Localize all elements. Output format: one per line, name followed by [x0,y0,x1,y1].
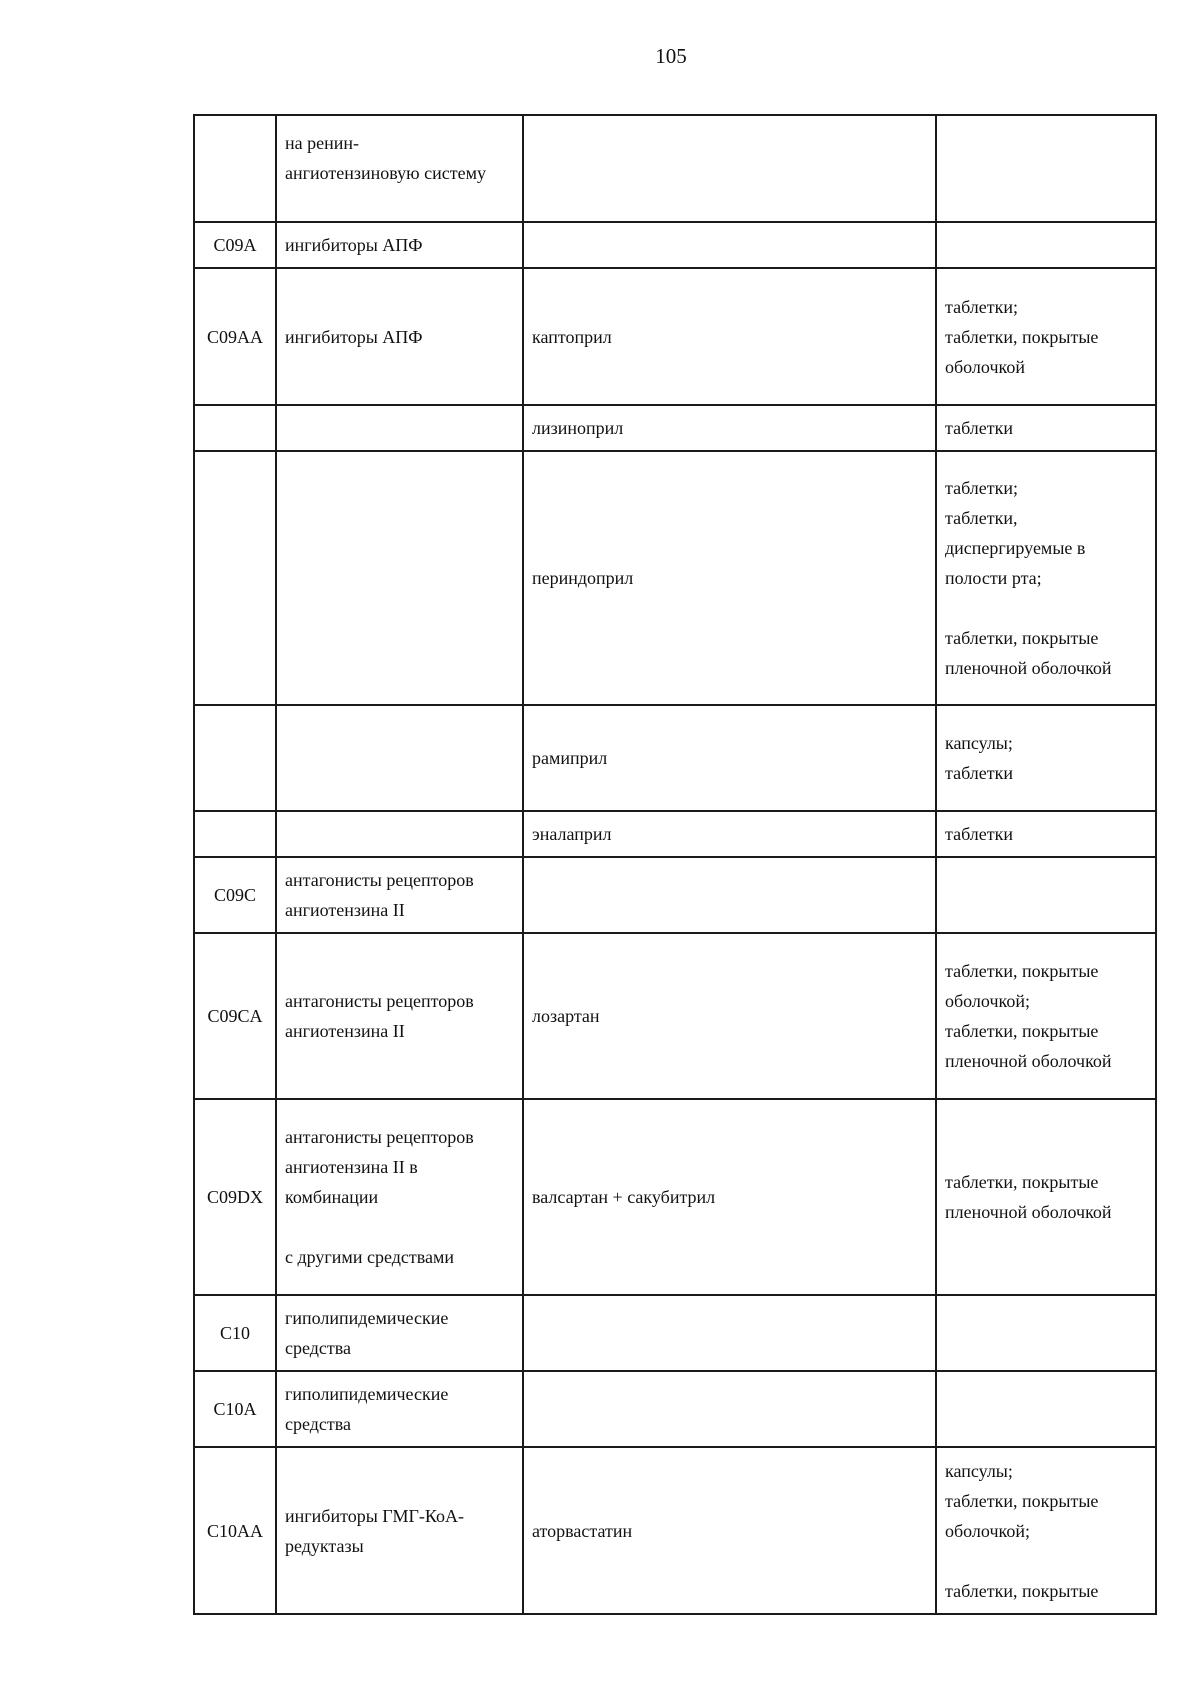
form-text: пленочной оболочкой [945,1202,1112,1222]
atc-code-cell [194,115,276,222]
table-row [194,115,1156,222]
group-cell [276,1295,523,1371]
table-row [194,705,1156,811]
form-text: таблетки, покрытые [945,1172,1099,1192]
drug-cell [523,1371,936,1447]
group-text: средства [285,1338,352,1358]
page-number: 105 [655,44,687,68]
group-cell [276,405,523,451]
form-text: полости рта; [945,568,1042,588]
form-cell [936,405,1156,451]
form-text: таблетки [945,824,1014,844]
group-cell [276,451,523,705]
form-cell [936,1099,1156,1295]
group-text: антагонисты рецепторов [285,1127,474,1147]
group-text: ангиотензина II [285,1021,405,1041]
form-text: капсулы; [945,1460,1013,1481]
form-text: таблетки, покрытые [945,1580,1099,1601]
form-text: диспергируемые в [945,538,1086,558]
group-cell [276,1099,523,1295]
form-text: таблетки [945,418,1014,438]
form-cell [936,1447,1156,1614]
drug-table [193,114,1157,1615]
group-cell [276,811,523,857]
atc-code-cell: C09CA [194,933,276,1099]
line-gap [945,1546,1147,1576]
drug-cell [523,857,936,933]
drug-cell: валсартан + сакубитрил [523,1099,936,1295]
atc-code-cell: C09AA [194,268,276,405]
atc-code-cell [194,811,276,857]
group-text: антагонисты рецепторов [285,870,474,890]
atc-code-cell: C09DX [194,1099,276,1295]
form-text: капсулы; [945,733,1013,753]
group-text: гиполипидемические [285,1308,449,1328]
atc-code-cell [194,451,276,705]
group-text: ингибиторы ГМГ-КоА- [285,1505,464,1526]
form-cell [936,1371,1156,1447]
group-text: ингибиторы АПФ [285,235,423,255]
drug-cell: каптоприл [523,268,936,405]
atc-code-cell: C09C [194,857,276,933]
group-text: ингибиторы АПФ [285,326,423,347]
form-text: таблетки, [945,508,1018,528]
group-text: ангиотензиновую систему [285,163,486,183]
table-row [194,1371,1156,1447]
form-cell [936,811,1156,857]
group-cell [276,857,523,933]
group-cell [276,268,523,405]
drug-cell [523,115,936,222]
form-text: таблетки, покрытые [945,1021,1099,1041]
form-cell [936,705,1156,811]
atc-code-cell: C10AA [194,1447,276,1614]
table-row [194,451,1156,705]
form-text: таблетки, покрытые [945,628,1099,648]
atc-code-cell: C10 [194,1295,276,1371]
form-text: таблетки; [945,296,1019,317]
atc-code-cell [194,405,276,451]
form-text: оболочкой; [945,991,1030,1011]
form-cell [936,222,1156,268]
table-row [194,857,1156,933]
drug-cell [523,1295,936,1371]
atc-code-cell: C09A [194,222,276,268]
group-text: средства [285,1414,352,1434]
table-row [194,933,1156,1099]
drug-cell: лизиноприл [523,405,936,451]
drug-cell: периндоприл [523,451,936,705]
form-cell [936,268,1156,405]
form-cell [936,451,1156,705]
form-text: пленочной оболочкой [945,1051,1112,1071]
group-text: редуктазы [285,1535,364,1556]
atc-code-cell: C10A [194,1371,276,1447]
table-row [194,222,1156,268]
form-text: таблетки, покрытые [945,1490,1099,1511]
group-text: комбинации [285,1187,379,1207]
drug-cell: аторвастатин [523,1447,936,1614]
form-text: таблетки [945,763,1014,783]
group-cell [276,1371,523,1447]
table-row [194,811,1156,857]
form-cell [936,857,1156,933]
form-text: пленочной оболочкой [945,658,1112,678]
table-row [194,1099,1156,1295]
group-cell [276,115,523,222]
group-text: ангиотензина II [285,900,405,920]
form-cell [936,933,1156,1099]
group-text: ангиотензина II в [285,1157,418,1177]
form-text: оболочкой [945,356,1025,377]
form-text: таблетки, покрытые [945,961,1099,981]
group-cell [276,705,523,811]
table-row [194,405,1156,451]
form-cell [936,115,1156,222]
group-cell [276,1447,523,1614]
atc-code-cell [194,705,276,811]
group-text: гиполипидемические [285,1384,449,1404]
table-row [194,268,1156,405]
group-cell [276,222,523,268]
table-row [194,1447,1156,1614]
line-gap [285,1212,514,1242]
table-row [194,1295,1156,1371]
form-text: таблетки; [945,478,1019,498]
group-text: антагонисты рецепторов [285,991,474,1011]
form-text: таблетки, покрытые [945,326,1099,347]
form-cell [936,1295,1156,1371]
group-cell [276,933,523,1099]
drug-cell: рамиприл [523,705,936,811]
drug-cell: лозартан [523,933,936,1099]
line-gap [945,593,1147,623]
group-text: с другими средствами [285,1247,454,1267]
drug-cell [523,222,936,268]
form-text: оболочкой; [945,1520,1030,1541]
group-text: на ренин- [285,133,360,153]
drug-cell: эналаприл [523,811,936,857]
